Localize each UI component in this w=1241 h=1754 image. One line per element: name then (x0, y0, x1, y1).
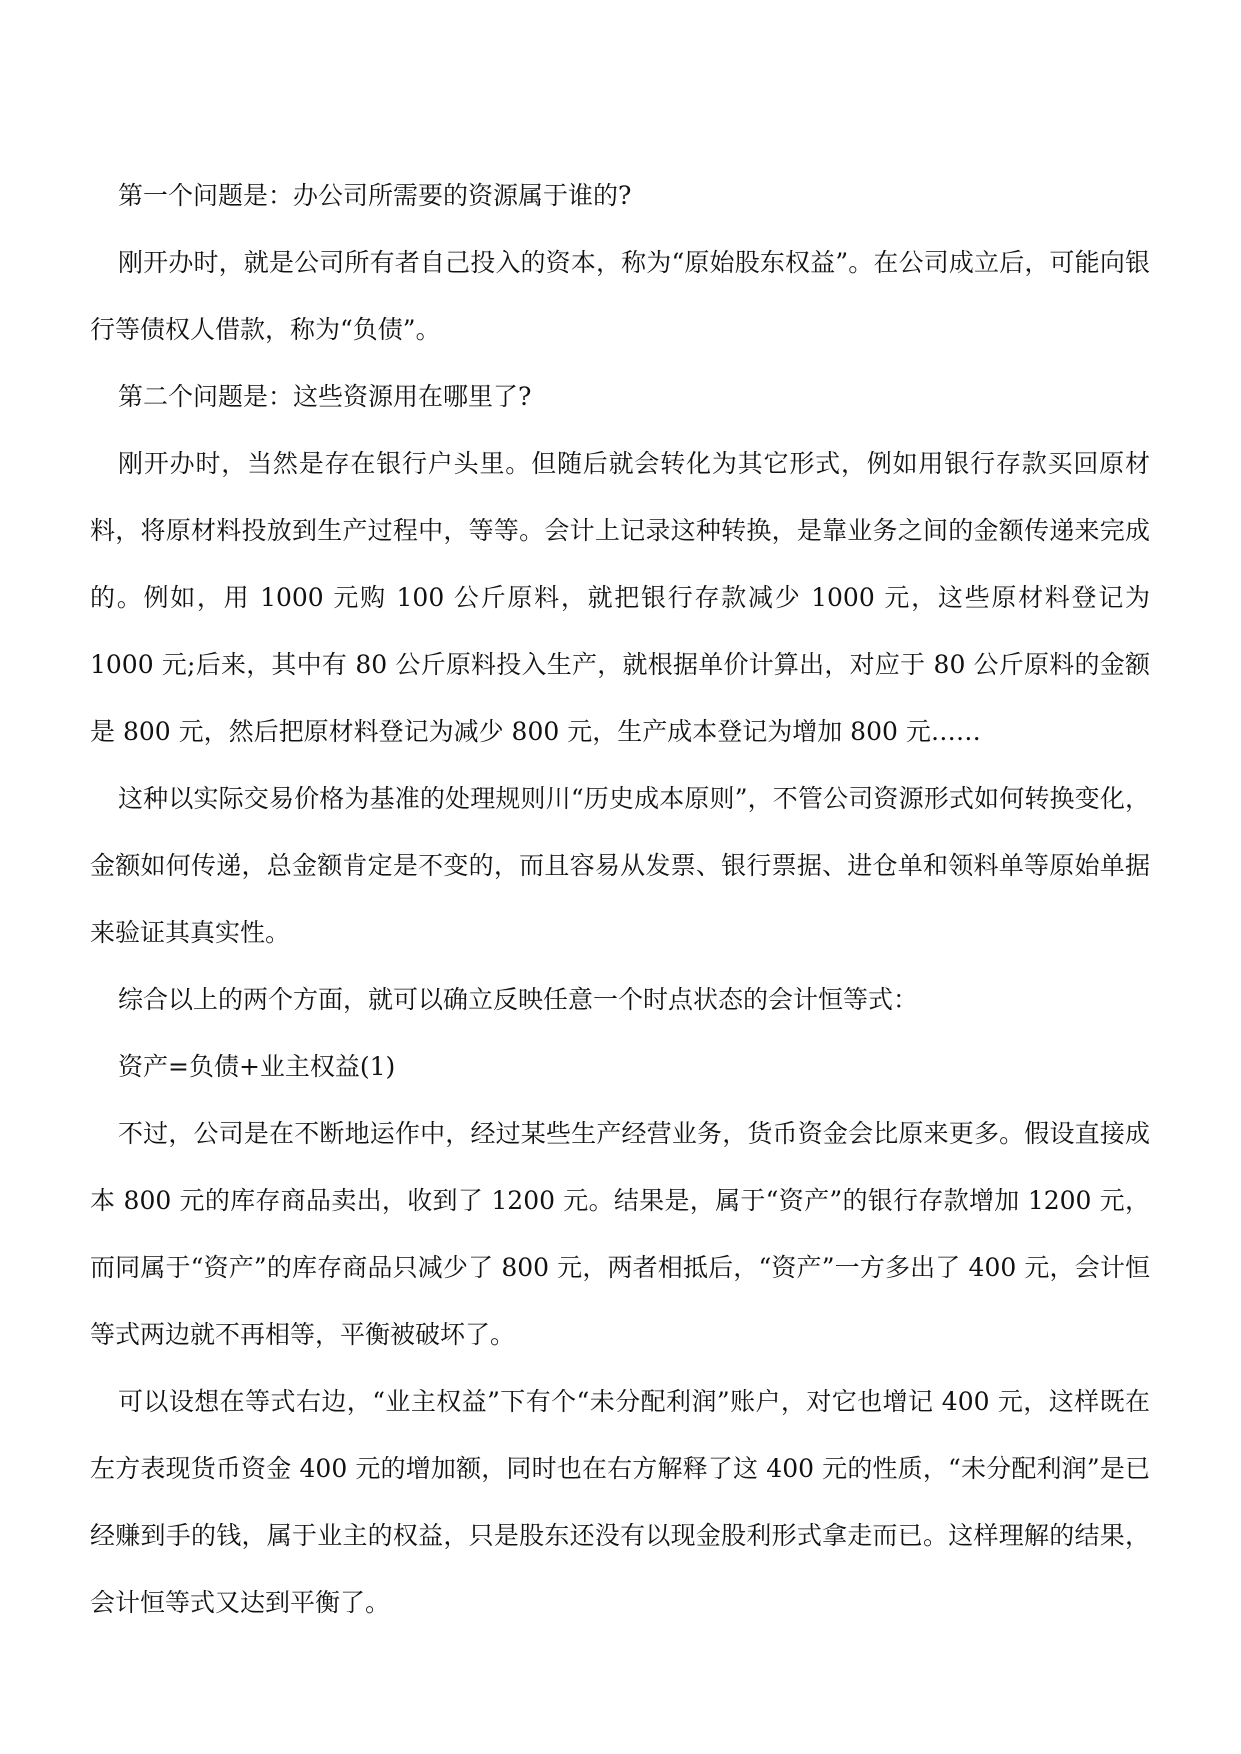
paragraph-summary: 综合以上的两个方面，就可以确立反映任意一个时点状态的会计恒等式： (118, 985, 919, 1014)
paragraph-question-two: 第二个问题是：这些资源用在哪里了? (118, 382, 532, 411)
paragraph-answer-one: 刚开办时，就是公司所有者自己投入的资本，称为“原始股东权益”。在公司成立后，可能向银行等债权人借款，称为“负债”。 (90, 248, 1150, 344)
paragraph-historical-cost: 这种以实际交易价格为基准的处理规则川“历史成本原则”，不管公司资源形式如何转换变化，金额如何传递，总金额肯定是不变的，而且容易从发票、银行票据、进仓单和领料单等原始单据来验证其真实性。 (90, 784, 1150, 947)
paragraph-imbalance: 不过，公司是在不断地运作中，经过某些生产经营业务，货币资金会比原来更多。假设直接成本 800 元的库存商品卖出，收到了 1200 元。结果是，属于“资产”的银行存款增加 1200 元，而同属于“资产”的库存商品只减少了 800 元，两者相抵后，“资产”一方多出了 400 元，会计恒等式两边就不再相等，平衡被破坏了。 (90, 1119, 1150, 1349)
document-body (90, 162, 1150, 1636)
paragraph-question-one: 第一个问题是：办公司所需要的资源属于谁的? (118, 181, 632, 210)
paragraph-undistributed-profit: 可以设想在等式右边，“业主权益”下有个“未分配利润”账户，对它也增记 400 元，这样既在左方表现货币资金 400 元的增加额，同时也在右方解释了这 400 元的性质，“未分配利润”是已经赚到手的钱，属于业主的权益，只是股东还没有以现金股利形式拿走而已。这样理解的结果，会计恒等式又达到平衡了。 (90, 1387, 1150, 1617)
paragraph-answer-two: 刚开办时，当然是存在银行户头里。但随后就会转化为其它形式，例如用银行存款买回原材料，将原材料投放到生产过程中，等等。会计上记录这种转换，是靠业务之间的金额传递来完成的。例如，用 1000 元购 100 公斤原料，就把银行存款减少 1000 元，这些原材料登记为 1000 元;后来，其中有 80 公斤原料投入生产，就根据单价计算出，对应于 80 公斤原料的金额是 800 元，然后把原材料登记为减少 800 元，生产成本登记为增加 800 元…… (90, 449, 1150, 746)
paragraph-equation: 资产=负债+业主权益(1) (118, 1052, 396, 1081)
